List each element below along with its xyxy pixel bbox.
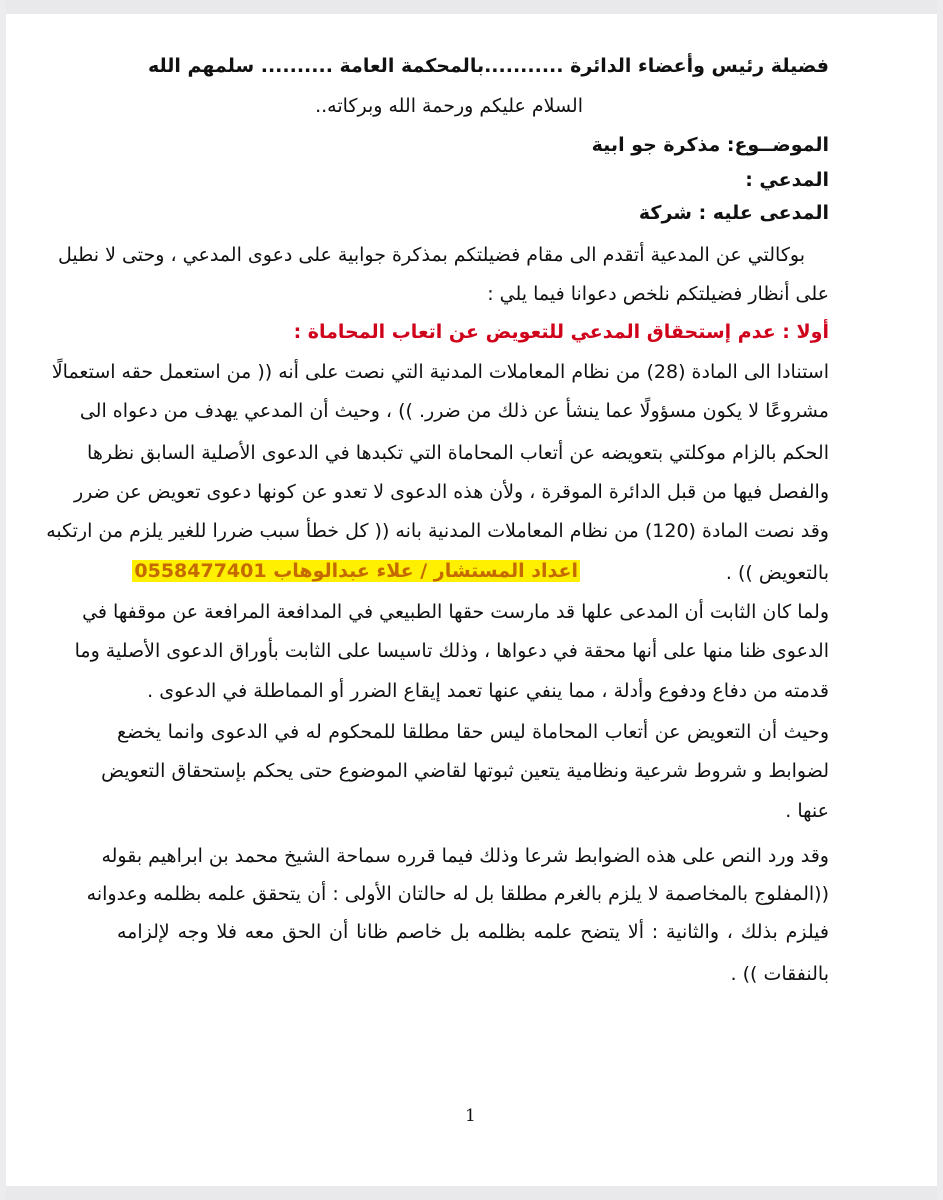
paragraph-last-line: بالنفقات )) . [730,963,829,985]
paragraph-line: لضوابط و شروط شرعية ونظامية يتعين ثبوتها لقاضي الموضوع حتى يحكم بإستحقاق التعويض [101,760,829,782]
addressee-line: فضيلة رئيس وأعضاء الدائرة ...........بالمحكمة العامة .......... سلمهم الله [147,55,829,77]
paragraph-line: الحكم بالزام موكلتي بتعويضه عن أتعاب المحاماة التي تكبدها في الدعوى الأصلية السابق نظرها [87,442,829,464]
paragraph-line: ((المفلوج بالمخاصمة لا يلزم بالغرم مطلقا بل له حالتان الأولى : أن يتحقق علمه بظلمه وعدوانه [86,883,829,905]
author-credit-highlight: اعداد المستشار / علاء عبدالوهاب 0558477401 [134,560,578,582]
paragraph-last-line: عنها . [785,800,829,822]
paragraph-line: وقد نصت المادة (120) من نظام المعاملات المدنية بانه (( كل خطأ سبب ضررا للغير يلزم من ارتكبه [46,520,829,542]
paragraph-line: والفصل فيها من قبل الدائرة الموقرة ، ولأن هذه الدعوى لا تعدو عن كونها دعوى تعويض عن ضرر [74,481,829,503]
intro-line-2: على أنظار فضيلتكم نلخص دعوانا فيما يلي : [487,283,829,305]
paragraph-line: استنادا الى المادة (28) من نظام المعاملات المدنية التي نصت على أنه (( من استعمل حقه استعمالًا [51,361,829,383]
paragraph-line: الدعوى ظنا منها على أنها محقة في دعواها ، وذلك تاسيسا على الثابت بأوراق الدعوى الأصلية وما [74,640,829,662]
paragraph-line: فيلزم بذلك ، والثانية : ألا يتضح علمه بظلمه بل خاصم ظانا أن الحق معه فلا وجه لإلزامه [117,921,829,943]
greeting-line: السلام عليكم ورحمة الله وبركاته.. [315,95,583,117]
intro-line-1: بوكالتي عن المدعية أتقدم الى مقام فضيلتكم بمذكرة جوابية على دعوى المدعي ، وحتى لا نطيل [58,244,805,266]
page-number: 1 [465,1106,476,1126]
paragraph-line: وحيث أن التعويض عن أتعاب المحاماة ليس حقا مطلقا للمحكوم له في الدعوى وانما يخضع [117,721,829,743]
paragraph-line: مشروعًا لا يكون مسؤولًا عما ينشأ عن ذلك من ضرر. )) ، وحيث أن المدعي يهدف من دعواه الى [79,400,829,422]
subject-line: الموضــوع: مذكرة جو ابية [591,134,829,156]
paragraph-last-line: بالتعويض )) . [725,562,829,584]
paragraph-line: وقد ورد النص على هذه الضوابط شرعا وذلك فيما قرره سماحة الشيخ محمد بن ابراهيم بقوله [101,845,829,867]
plaintiff-line: المدعي : [745,169,829,191]
author-credit [132,557,580,585]
section-heading: أولا : عدم إستحقاق المدعي للتعويض عن اتعاب المحاماة : [293,321,829,343]
paragraph-line: ولما كان الثابت أن المدعى علها قد مارست حقها الطبيعي في المدافعة المرافعة عن موقفها في [82,601,829,623]
paragraph-last-line: قدمته من دفاع ودفوع وأدلة ، مما ينفي عنها تعمد إيقاع الضرر أو المماطلة في الدعوى . [147,680,829,702]
defendant-line: المدعى عليه : شركة [638,202,829,224]
